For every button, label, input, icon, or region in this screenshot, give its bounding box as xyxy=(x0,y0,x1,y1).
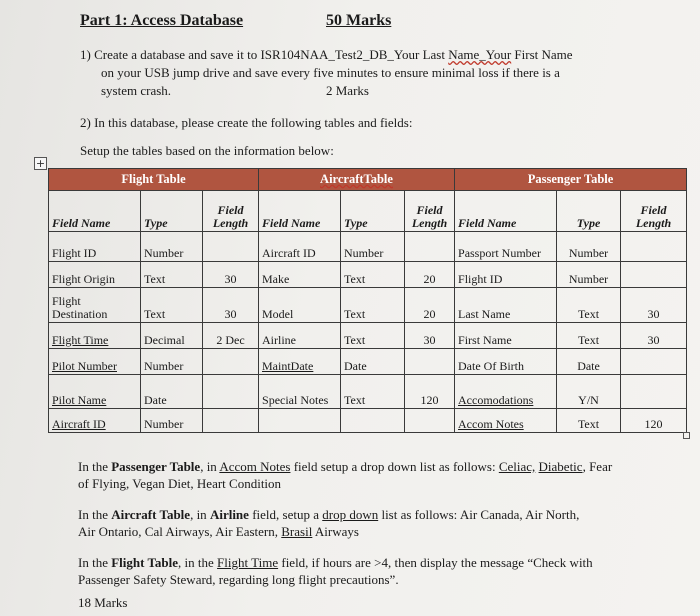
p2-g: list as follows: Air Canada, Air North, Air Ontario, Cal Airways, Air Eastern, xyxy=(78,507,580,539)
table-cell: Last Name xyxy=(455,287,557,322)
part-title: Part 1: Access Database xyxy=(80,12,244,29)
table-cell xyxy=(621,231,687,261)
col-field-length: Field Length xyxy=(203,190,259,231)
table-cell: Airline xyxy=(259,322,341,348)
table-cell: Make xyxy=(259,262,341,288)
table-cell: Number xyxy=(341,231,405,261)
p2-a: In the xyxy=(78,507,112,522)
table-cell: Number xyxy=(141,231,203,261)
table-cell: 30 xyxy=(621,322,687,348)
table-cell: Aircraft ID xyxy=(259,231,341,261)
table-cell xyxy=(203,409,259,433)
part-marks: 50 Marks xyxy=(326,12,392,29)
table-cell: Date xyxy=(141,374,203,409)
table-cell: Flight Destination xyxy=(49,287,141,322)
table-cell xyxy=(203,231,259,261)
q1-line1-flagged: Name_Your xyxy=(448,47,512,62)
setup-text: Setup the tables based on the information below: xyxy=(80,143,334,158)
table-cell: Y/N xyxy=(557,374,621,409)
q1-line1-end: First Name xyxy=(511,47,573,62)
col-field-name: Field Name xyxy=(259,190,341,231)
table-cell: Number xyxy=(141,409,203,433)
table-cell xyxy=(259,409,341,433)
footer-marks: 18 Marks xyxy=(78,595,128,610)
table-cell: Flight Time xyxy=(49,322,141,348)
table-move-handle-icon[interactable]: + xyxy=(35,157,46,170)
q1-line2: on your USB jump drive and save every five minutes to ensure minimal loss if there is a xyxy=(101,65,560,80)
col-type: Type xyxy=(341,190,405,231)
table-cell xyxy=(621,348,687,374)
table-cell xyxy=(203,374,259,409)
table-cell: Text xyxy=(341,287,405,322)
table-cell: 20 xyxy=(405,262,455,288)
table-cell: Flight ID xyxy=(49,231,141,261)
table-cell: Pilot Number xyxy=(49,348,141,374)
table-cell: 120 xyxy=(621,409,687,433)
table-row xyxy=(49,348,687,374)
table-cell: First Name xyxy=(455,322,557,348)
p1-a: In the xyxy=(78,459,112,474)
table-cell: Date Of Birth xyxy=(455,348,557,374)
table-cell: Flight Origin xyxy=(49,262,141,288)
table-cell: Text xyxy=(141,287,203,322)
col-field-length: Field Length xyxy=(621,190,687,231)
table-cell: Text xyxy=(141,262,203,288)
table-cell: 20 xyxy=(405,287,455,322)
q1-marks: 2 Marks xyxy=(326,83,369,98)
table-cell: Date xyxy=(557,348,621,374)
p1-e: field setup a drop down list as follows: xyxy=(290,459,499,474)
column-header-row xyxy=(49,190,687,231)
p2-f: drop down xyxy=(322,507,379,522)
p3-d: Flight Time xyxy=(217,555,279,570)
p2-h: Brasil xyxy=(281,524,313,539)
table-cell: Model xyxy=(259,287,341,322)
table-cell: Aircraft ID xyxy=(49,409,141,433)
p3-c: , in the xyxy=(178,555,218,570)
table-cell: Number xyxy=(557,231,621,261)
table-row xyxy=(49,287,687,322)
table-cell xyxy=(405,409,455,433)
q1-line1-text: 1) Create a database and save it to ISR104NAA_Test2_DB_Your Last xyxy=(80,47,449,62)
table-cell: Flight ID xyxy=(455,262,557,288)
q1-line1 xyxy=(80,46,573,63)
aircraft-instructions xyxy=(78,506,598,540)
table-cell: MaintDate xyxy=(259,348,341,374)
table-cell xyxy=(405,231,455,261)
table-cell: Accom Notes xyxy=(455,409,557,433)
table-row xyxy=(49,262,687,288)
p1-c: , in xyxy=(200,459,220,474)
table-cell: Text xyxy=(341,374,405,409)
table-cell: Text xyxy=(341,322,405,348)
p3-a: In the xyxy=(78,555,112,570)
table-cell xyxy=(621,262,687,288)
table-cell: 30 xyxy=(203,287,259,322)
table-cell: 120 xyxy=(405,374,455,409)
table-row xyxy=(49,374,687,409)
table-cell: 30 xyxy=(203,262,259,288)
p1-h: , Fear of Flying, Vegan Diet, Heart Condition xyxy=(78,459,613,491)
table-cell: Text xyxy=(557,287,621,322)
passenger-instructions xyxy=(78,458,618,492)
table-row xyxy=(49,322,687,348)
table-cell: Decimal xyxy=(141,322,203,348)
table-cell: Text xyxy=(557,322,621,348)
table-cell: Text xyxy=(557,409,621,433)
table-cell: 30 xyxy=(621,287,687,322)
p1-d: Accom Notes xyxy=(219,459,291,474)
q2-text: 2) In this database, please create the following tables and fields: xyxy=(80,115,413,130)
table-cell: Number xyxy=(557,262,621,288)
table-cell: Pilot Name xyxy=(49,374,141,409)
q1-line3: system crash. xyxy=(101,83,172,98)
table-cell xyxy=(405,348,455,374)
aircraft-table-title-text: AircraftTable xyxy=(320,171,393,186)
table-cell: Passport Number xyxy=(455,231,557,261)
table-cell: Text xyxy=(341,262,405,288)
passenger-table-title: Passenger Table xyxy=(455,169,687,191)
table-cell xyxy=(341,409,405,433)
p2-d: Airline xyxy=(209,507,249,522)
p3-b: Flight Table xyxy=(111,555,179,570)
col-field-name: Field Name xyxy=(49,190,141,231)
table-cell: 30 xyxy=(405,322,455,348)
table-header-row xyxy=(49,169,687,191)
table-row xyxy=(49,231,687,261)
p1-b: Passenger Table xyxy=(111,459,201,474)
table-cell: Number xyxy=(141,348,203,374)
table-cell: 2 Dec xyxy=(203,322,259,348)
aircraft-table-title xyxy=(259,169,455,191)
flight-instructions xyxy=(78,554,618,588)
p2-i: Airways xyxy=(312,524,359,539)
table-cell: Special Notes xyxy=(259,374,341,409)
col-field-length: Field Length xyxy=(405,190,455,231)
table-cell: Accomodations xyxy=(455,374,557,409)
table-row xyxy=(49,409,687,433)
p3-e: field, if hours are >4, then display the message “Check with Passenger Safety Steward, regarding long flight precautions”. xyxy=(78,555,593,587)
col-type: Type xyxy=(141,190,203,231)
p1-g: Diabetic xyxy=(538,459,583,474)
p1-f: Celiac, xyxy=(498,459,536,474)
p2-c: , in xyxy=(190,507,210,522)
table-cell xyxy=(203,348,259,374)
col-field-name: Field Name xyxy=(455,190,557,231)
table-resize-handle[interactable] xyxy=(683,432,690,439)
table-cell xyxy=(621,374,687,409)
p2-e: field, setup a xyxy=(248,507,323,522)
flight-table-title: Flight Table xyxy=(49,169,259,191)
p2-b: Aircraft Table xyxy=(111,507,191,522)
table-cell: Date xyxy=(341,348,405,374)
fields-table xyxy=(48,168,687,433)
col-type: Type xyxy=(557,190,621,231)
